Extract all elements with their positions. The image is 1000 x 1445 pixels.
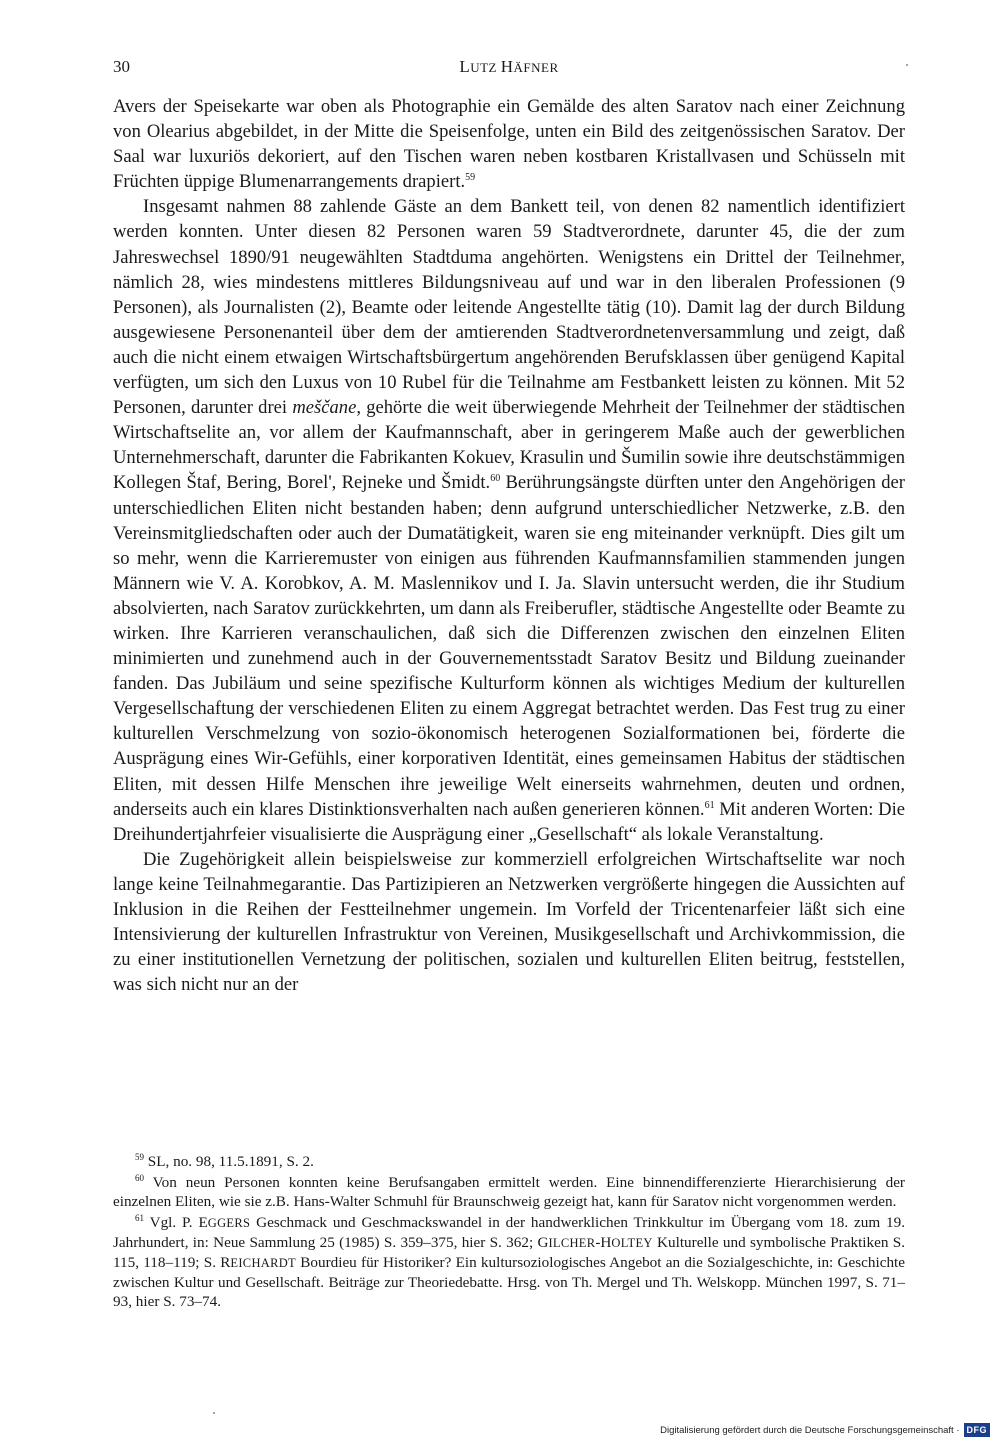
text-run: Die Zugehörigkeit allein beispielsweise zur kommerziell erfolgreichen Wirtschaftselite war noch lange keine Teilnahmegarantie. Das Partizipieren an Netzwerken vergrößerte hingegen die Aussichten auf Inklusion in die Reihen der Festteilnehmer ungemein. Im Vorfeld der Tricentenarfeier läßt sich eine Intensivierung der kulturellen Infrastruktur von Vereinen, Musikgesellschaft und Archivkommission, die zu einer institutionellen Vernetzung der politischen, sozialen und kulturellen Eliten beitrug, feststellen, was sich nicht nur an der — [113, 848, 905, 996]
digitization-stamp — [660, 1421, 990, 1439]
author-rest-l: UTZ — [470, 60, 501, 75]
stamp-text: Digitalisierung gefördert durch die Deutsche Forschungsgemeinschaft · — [660, 1424, 960, 1436]
text-run: Bourdieu für Historiker? Ein kultursoziologisches Angebot an die Sozialgeschichte, in: Geschichte zwischen Kultur und Gesellschaft. Beiträge zur Theoriedebatte. Hrsg. von Th. Mergel und Th. Welskopp. München 1997, S. 71–93, hier S. 73–74. — [113, 1254, 905, 1310]
small-caps-name: OLTEY — [611, 1236, 653, 1250]
footnote-ref: 61 — [704, 799, 715, 811]
text-run: Kulturelle und symbolische Praktiken S. 115, 118–119; S. R — [113, 1234, 905, 1271]
text-run: Berührungsängste dürften unter den Angehörigen der unterschiedlichen Eliten nicht bestanden haben; denn aufgrund unterschiedlicher Netzwerke, z.B. den Vereinsmitgliedschaften oder auch der Dumatätigkeit, waren sie eng miteinander verknüpft. Dies gilt um so mehr, wenn die Karrieremuster von einigen aus führenden Kaufmannsfamilien stammenden jungen Männern wie V. A. Korobkov, A. M. Maslennikov und I. Ja. Slavin untersucht werden, die ihr Studium absolvierten, nach Saratov zurückkehrten, um dann als Freiberufler, städtische Angestellte oder Beamte zu wirken. Ihre Karrieren veranschaulichen, daß sich die Differenzen zwischen den einzelnen Eliten minimierten und zunehmend auch in der Gouvernementsstadt Saratov Besitz und Bildung zueinander fanden. Das Jubiläum und seine spezifische Kulturform können als wichtiges Medium der kulturellen Vergesellschaftung der verschiedenen Eliten zu einem Aggregat betrachtet werden. Das Fest trug zu einer kulturellen Verschmelzung von sozio-ökonomisch heterogenen Sozialformationen bei, förderte die Ausprägung eines Wir-Gefühls, einer korporativen Identität, eines gemeinsamen Habitus der städtischen Eliten, mit dessen Hilfe Menschen ihre jeweilige Welt einerseits wahrnehmen, deuten und ordnen, anderseits auch ein klares Distinktionsverhalten nach außen generieren können. — [113, 472, 905, 820]
footnote — [113, 1173, 905, 1211]
text-run: Geschmack und Geschmackswandel in der handwerklichen Trinkkultur im Übergang vom 18. zum 19. Jahrhundert, in: Neue Sammlung 25 (1985) S. 359–375, hier S. 362; G — [113, 1214, 905, 1251]
footnotes — [113, 1152, 905, 1313]
small-caps-name: ILCHER — [548, 1236, 596, 1250]
body-paragraph — [113, 94, 905, 194]
scan-speck — [906, 64, 908, 66]
running-header — [113, 57, 905, 81]
body-paragraph — [113, 194, 905, 846]
footnote-ref: 59 — [465, 172, 476, 184]
small-caps-name: EICHARDT — [230, 1256, 296, 1270]
author-rest-h: ÄFNER — [513, 60, 559, 75]
italic-term: meščane — [292, 397, 357, 419]
text-run: Insgesamt nahmen 88 zahlende Gäste an dem Bankett teil, von denen 82 namentlich identifiziert werden konnten. Unter diesen 82 Personen waren 59 Stadtverordnete, darunter 45, die der zum Jahreswechsel 1890/91 neugewählten Stadtduma angehörten. Wenigstens ein Drittel der Teilnehmer, nämlich 28, wies mindestens mittleres Bildungsniveau auf und war in den liberalen Professionen (9 Personen), als Journalisten (2), Beamte oder leitende Angestellte tätig (10). Damit lag der durch Bildung ausgewiesene Personenanteil über dem der amtierenden Stadtverordnetenversammlung und zeigt, daß auch die nicht einem etwaigen Wirtschaftsbürgertum angehörenden Berufsklassen über genügend Kapital verfügten, um sich den Luxus von 10 Rubel für die Teilnahme am Festbankett leisten zu können. Mit 52 Personen, darunter drei — [113, 196, 905, 419]
footnote-ref: 61 — [135, 1213, 144, 1223]
author-initial-h: H — [500, 57, 514, 76]
footnote-ref: 59 — [135, 1152, 144, 1162]
text-run: Von neun Personen konnten keine Berufsangaben ermittelt werden. Eine binnendifferenzierte Hierarchisierung der einzelnen Eliten, wie sie z.B. Hans-Walter Schmuhl für Braunschweig gezeigt hat, kann für Saratov nicht vorgenommen werden. — [113, 1174, 905, 1210]
text-run: -H — [595, 1234, 612, 1251]
scan-speck — [213, 1412, 215, 1414]
footnote — [113, 1152, 905, 1171]
dfg-logo: DFG — [964, 1423, 991, 1437]
running-head-author — [113, 57, 905, 77]
small-caps-name: GGERS — [207, 1216, 251, 1230]
text-run: , gehörte die weit überwiegende Mehrheit der Teilnehmer der städtischen Wirtschaftselite an, vor allem der Kaufmannschaft, aber in geringerem Maße auch der gewerblichen Unternehmerschaft, darunter die Fabrikanten Kokuev, Krasulin und Šumilin sowie ihre deutschstämmigen Kollegen Štaf, Bering, Borel', Rejneke und Šmidt. — [113, 397, 905, 494]
author-initial-l: L — [459, 57, 471, 76]
text-run: Vgl. P. E — [144, 1214, 208, 1231]
text-run: SL, no. 98, 11.5.1891, S. 2. — [144, 1153, 314, 1170]
page-number: 30 — [113, 57, 130, 76]
footnote-ref: 60 — [490, 473, 501, 485]
text-run: Avers der Speisekarte war oben als Photographie ein Gemälde des alten Saratov nach einer Zeichnung von Olearius abgebildet, in der Mitte die Speisenfolge, unten ein Bild des zeitgenössischen Saratov. Der Saal war luxuriös dekoriert, auf den Tischen waren neben kostbaren Kristallvasen und Schüsseln mit Früchten üppige Blumenarrangements drapiert. — [113, 96, 905, 193]
body-paragraph — [113, 847, 905, 998]
footnote — [113, 1213, 905, 1311]
body-text — [113, 94, 905, 997]
text-run: Mit anderen Worten: Die Dreihundertjahrfeier visualisierte die Ausprägung einer „Gesellschaft“ als lokale Veranstaltung. — [113, 798, 905, 845]
footnote-ref: 60 — [135, 1173, 144, 1183]
